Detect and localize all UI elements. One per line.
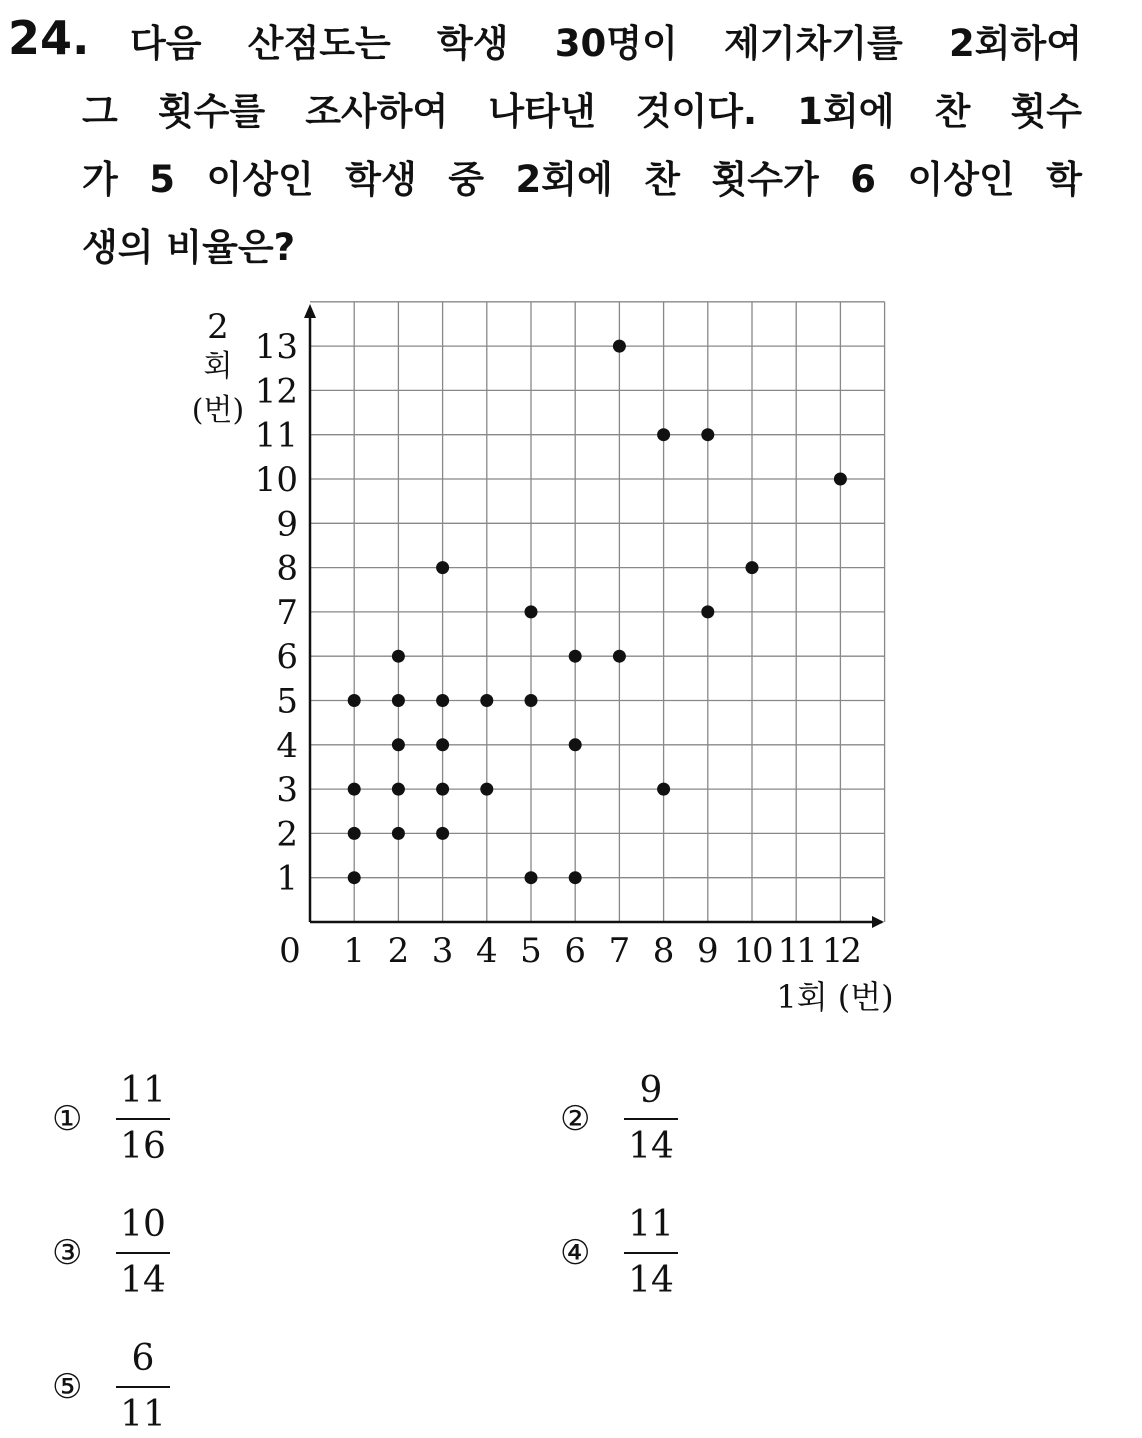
data-point <box>392 738 405 751</box>
data-point <box>436 694 449 707</box>
data-point <box>525 694 538 707</box>
x-axis-title: 1회 (번) <box>776 978 894 1016</box>
x-tick-label: 5 <box>520 931 542 971</box>
y-tick-label: 7 <box>276 592 298 633</box>
choice-2[interactable] <box>560 1068 678 1170</box>
fraction-bar <box>624 1118 678 1120</box>
data-point <box>348 827 361 840</box>
choice-4-fraction <box>624 1202 678 1304</box>
y-axis-arrow-icon <box>304 304 316 318</box>
choice-4[interactable] <box>560 1202 678 1304</box>
fraction-bar <box>116 1252 170 1254</box>
x-tick-label: 12 <box>821 931 860 971</box>
data-point <box>436 738 449 751</box>
choice-3-fraction <box>116 1202 170 1304</box>
question-line-1: 다음 산점도는 학생 30명이 제기차기를 2회하여 <box>130 22 1082 65</box>
x-axis-arrow-icon <box>872 916 884 928</box>
data-point <box>834 473 847 486</box>
denominator: 11 <box>120 1394 166 1435</box>
data-point <box>657 783 670 796</box>
chart-axes <box>304 304 884 928</box>
question-line-2: 그 횟수를 조사하여 나타낸 것이다. 1회에 찬 횟수 <box>82 90 1082 133</box>
y-tick-label: 11 <box>254 415 298 456</box>
denominator: 14 <box>120 1260 166 1301</box>
y-tick-label: 6 <box>276 637 298 678</box>
x-tick-label: 4 <box>475 931 498 971</box>
x-tick-label: 11 <box>777 931 815 971</box>
data-point <box>525 605 538 618</box>
x-tick-label: 7 <box>608 931 631 971</box>
denominator: 16 <box>120 1126 166 1167</box>
data-point <box>525 871 538 884</box>
choice-5-fraction <box>116 1336 170 1438</box>
y-axis-title-line-2: 회 <box>203 349 233 384</box>
choice-5[interactable] <box>52 1336 170 1438</box>
choice-3-mark: ③ <box>52 1233 83 1273</box>
numerator: 11 <box>628 1204 674 1245</box>
x-tick-label: 2 <box>387 931 410 971</box>
x-tick-label: 9 <box>696 931 719 971</box>
denominator: 14 <box>628 1260 674 1301</box>
numerator: 11 <box>120 1070 166 1111</box>
choice-4-mark: ④ <box>560 1233 591 1273</box>
numerator: 10 <box>120 1204 166 1245</box>
numerator: 9 <box>639 1070 663 1111</box>
choice-1-fraction <box>116 1068 170 1170</box>
data-point <box>701 605 714 618</box>
fraction-bar <box>116 1118 170 1120</box>
data-point <box>392 783 405 796</box>
y-tick-label: 5 <box>276 681 298 722</box>
choice-3[interactable] <box>52 1202 170 1304</box>
x-tick-label: 1 <box>343 931 366 971</box>
data-point <box>436 783 449 796</box>
y-tick-label: 8 <box>276 548 298 589</box>
y-tick-label: 1 <box>276 858 298 899</box>
y-axis-title-line-1: 2 <box>207 307 229 347</box>
data-point <box>436 561 449 574</box>
y-tick-label: 3 <box>276 770 298 811</box>
data-point <box>613 340 626 353</box>
y-tick-label: 2 <box>276 814 298 855</box>
data-point <box>569 871 582 884</box>
question-number: 24. <box>8 11 90 65</box>
y-tick-label: 4 <box>276 725 298 766</box>
data-point <box>613 650 626 663</box>
choice-2-mark: ② <box>560 1099 591 1139</box>
choice-1-mark: ① <box>52 1099 83 1139</box>
question-line-3: 가 5 이상인 학생 중 2회에 찬 횟수가 6 이상인 학 <box>82 158 1082 201</box>
choice-2-fraction <box>624 1068 678 1170</box>
data-point <box>392 694 405 707</box>
x-tick-label: 6 <box>564 931 587 971</box>
data-point <box>348 694 361 707</box>
data-point <box>746 561 759 574</box>
y-tick-label: 13 <box>254 327 298 368</box>
data-point <box>657 428 670 441</box>
data-point <box>392 827 405 840</box>
data-point <box>348 783 361 796</box>
data-point <box>569 650 582 663</box>
y-tick-label: 9 <box>276 504 298 545</box>
tick-labels <box>255 327 860 971</box>
data-point <box>480 694 493 707</box>
origin-label: 0 <box>279 931 301 971</box>
numerator: 6 <box>131 1338 155 1379</box>
data-point <box>569 738 582 751</box>
y-tick-label: 12 <box>254 371 298 412</box>
y-axis-title-line-3: (번) <box>191 393 245 428</box>
y-tick-label: 10 <box>254 460 298 500</box>
data-point <box>480 783 493 796</box>
data-point <box>701 428 714 441</box>
denominator: 14 <box>628 1126 674 1167</box>
x-tick-label: 10 <box>733 931 771 971</box>
question-line-4: 생의 비율은? <box>82 226 296 269</box>
x-tick-label: 8 <box>652 931 675 971</box>
fraction-bar <box>116 1386 170 1388</box>
x-tick-label: 3 <box>431 931 454 971</box>
choice-5-mark: ⑤ <box>52 1367 83 1407</box>
data-point <box>392 650 405 663</box>
fraction-bar <box>624 1252 678 1254</box>
choice-1[interactable] <box>52 1068 170 1170</box>
data-point <box>436 827 449 840</box>
data-point <box>348 871 361 884</box>
